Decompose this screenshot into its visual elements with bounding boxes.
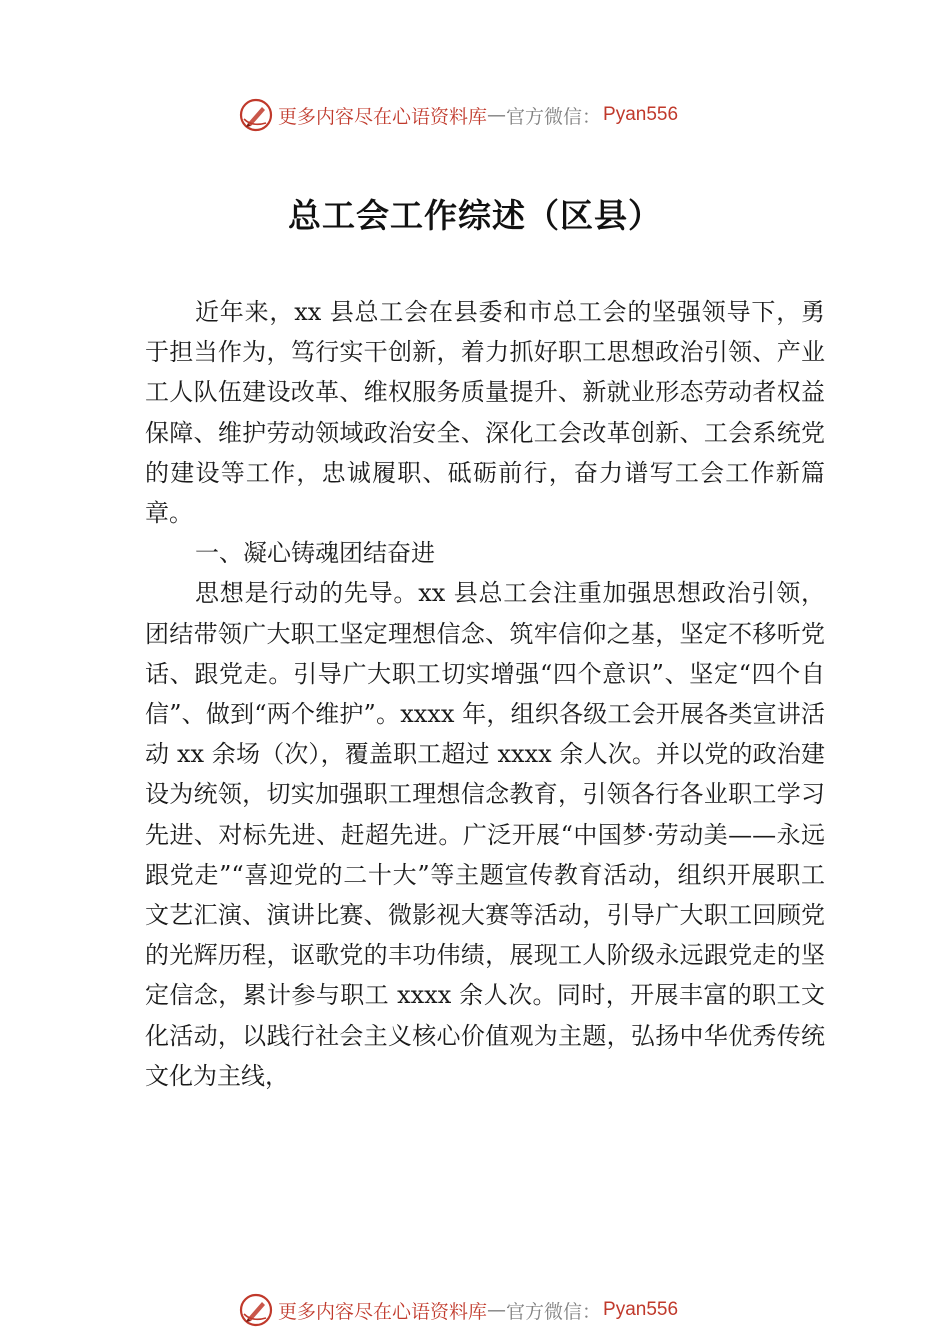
banner-label: 官方微信： xyxy=(506,1300,602,1323)
document-title: 总工会工作综述（区县） xyxy=(288,196,662,235)
banner-label: 官方微信： xyxy=(506,105,602,128)
banner-content xyxy=(238,95,678,135)
banner-handle: Pyan556 xyxy=(603,1299,679,1320)
banner-dash: — xyxy=(487,104,507,126)
section-paragraph: 思想是行动的先导。xx 县总工会注重加强思想政治引领，团结带领广大职工坚定理想信念、筑牢信仰之基，坚定不移听党话、跟党走。引导广大职工切实增强“四个意识”、坚定“四个自信”、做到“两个维护”。xxxx 年，组织各级工会开展各类宣讲活动 xx 余场（次），覆盖职工超过 xxxx 余人次。并以党的政治建设为统领，切实加强职工理想信念教育，引领各行各业职工学习先进、对标先进、赶超先进。广泛开展“中国梦·劳动美——永远跟党走”“喜迎党的二十大”等主题宣传教育活动，组织开展职工文艺汇演、演讲比赛、微影视大赛等活动，引导广大职工回顾党的光辉历程，讴歌党的丰功伟绩，展现工人阶级永远跟党走的坚定信念，累计参与职工 xxxx 余人次。同时，开展丰富的职工文化活动，以践行社会主义核心价值观为主题，弘扬中华优秀传统文化为主线， xyxy=(145,579,825,1090)
footer-banner xyxy=(0,1290,950,1330)
section-heading: 一、凝心铸魂团结奋进 xyxy=(195,539,435,568)
intro-paragraph: 近年来，xx 县总工会在县委和市总工会的坚强领导下，勇于担当作为，笃行实干创新，着力抓好职工思想政治引领、产业工人队伍建设改革、维权服务质量提升、新就业形态劳动者权益保障、维护劳动领域政治安全、深化工会改革创新、工会系统党的建设等工作，忠诚履职、砥砺前行，奋力谱写工会工作新篇章。 xyxy=(145,298,825,528)
pen-circle-logo-icon xyxy=(238,1292,274,1328)
banner-highlight-text: 更多内容尽在心语资料库 xyxy=(278,1300,488,1323)
banner-content xyxy=(238,1290,678,1330)
document-body xyxy=(145,292,825,1096)
header-banner xyxy=(0,95,950,135)
banner-dash: — xyxy=(487,1299,507,1321)
banner-highlight-text: 更多内容尽在心语资料库 xyxy=(278,105,488,128)
pen-circle-logo-icon xyxy=(238,97,274,133)
banner-handle: Pyan556 xyxy=(603,104,679,125)
